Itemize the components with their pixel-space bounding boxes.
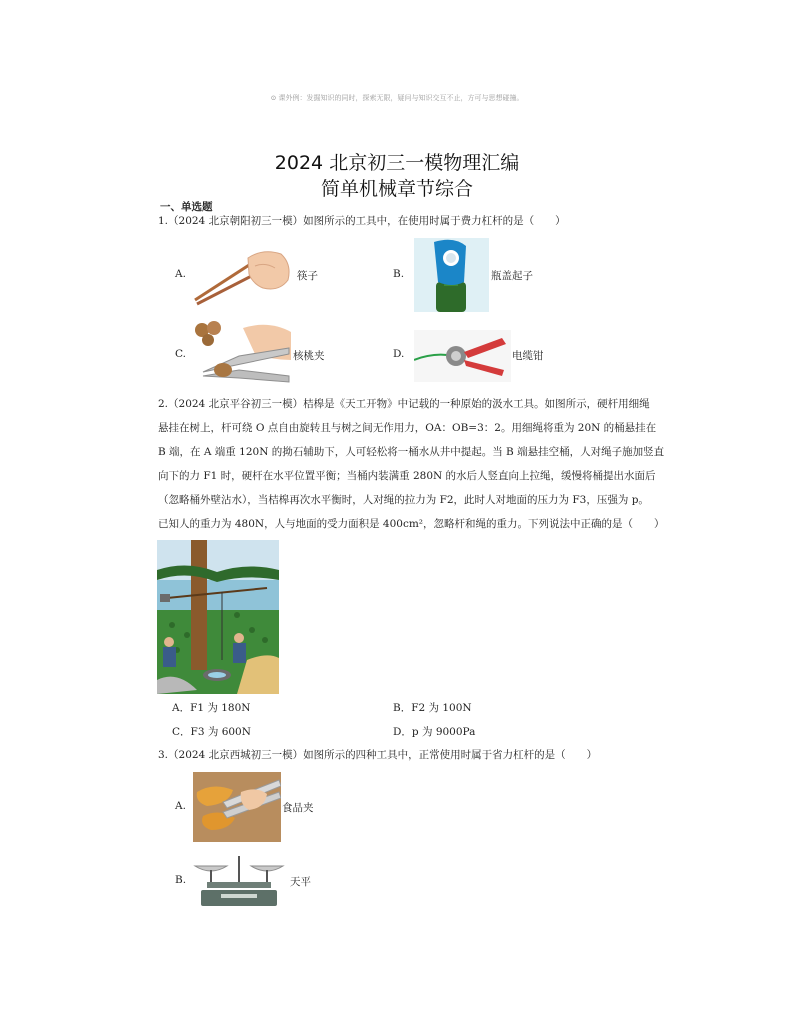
question-1-stem: 1.（2024 北京朝阳初三一模）如图所示的工具中，在使用时属于费力杠杆的是（ ） — [158, 215, 566, 227]
q1-option-c-label: 核桃夹 — [293, 350, 325, 362]
q2-option-d: D．p 为 9000Pa — [393, 726, 476, 738]
q1-option-b-label: 瓶盖起子 — [491, 270, 533, 282]
page-subtitle: 简单机械章节综合 — [320, 178, 473, 200]
watermark: ⊙ 课外例：发掘知识的同时，探索无限，疑问与知识交互不止，方可与思想碰撞。 — [270, 94, 524, 102]
q2-option-b: B．F2 为 100N — [393, 702, 472, 714]
q1-option-a-letter: A. — [175, 268, 186, 280]
balance-scale-icon — [193, 854, 285, 910]
food-tongs-icon — [193, 772, 281, 842]
question-2-line: （忽略桶外壁沾水），当桔槔再次水平衡时，人对绳的拉力为 F2，此时人对地面的压力为 F3，压强为 p。 — [158, 494, 649, 506]
q1-option-d-label: 电缆钳 — [512, 350, 544, 362]
q1-option-a-label: 筷子 — [297, 270, 318, 282]
q2-option-c: C．F3 为 600N — [172, 726, 251, 738]
q3-option-b-label: 天平 — [290, 876, 311, 888]
cable-cutter-icon — [414, 330, 511, 382]
well-sweep-illustration — [157, 540, 279, 694]
q3-option-b-letter: B. — [175, 874, 187, 886]
page-title: 2024 北京初三一模物理汇编 — [274, 152, 520, 174]
q1-option-d-letter: D. — [393, 348, 405, 360]
question-2-line: 已知人的重力为 480N，人与地面的受力面积是 400cm²，忽略杆和绳的重力。下列说法中正确的是（ ） — [158, 518, 665, 530]
question-2-line: 悬挂在树上，杆可绕 O 点自由旋转且与树之间无作用力，OA：OB=3：2。用细绳将重为 20N 的桶悬挂在 — [158, 422, 657, 434]
q1-option-c-letter: C. — [175, 348, 186, 360]
question-2-line: 2.（2024 北京平谷初三一模）桔槔是《天工开物》中记载的一种原始的汲水工具。如图所示，硬杆用细绳 — [158, 398, 650, 410]
question-3-stem: 3.（2024 北京西城初三一模）如图所示的四种工具中，正常使用时属于省力杠杆的是（ ） — [158, 749, 598, 761]
q3-option-a-letter: A. — [175, 800, 186, 812]
q1-option-b-letter: B. — [393, 268, 405, 280]
section-heading: 一、单选题 — [160, 201, 213, 213]
q3-option-a-label: 食品夹 — [282, 802, 314, 814]
bottle-opener-icon — [414, 238, 489, 312]
q2-option-a: A．F1 为 180N — [172, 702, 251, 714]
question-2-line: B 端，在 A 端重 120N 的拗石辅助下，人可轻松将一桶水从井中提起。当 B 端悬挂空桶，人对绳子施加竖直 — [158, 446, 665, 458]
chopsticks-icon — [193, 244, 293, 306]
nutcracker-icon — [193, 320, 293, 388]
question-2-line: 向下的力 F1 时，硬杆在水平位置平衡；当桶内装满重 280N 的水后人竖直向上拉绳，缓慢将桶提出水面后 — [158, 470, 656, 482]
